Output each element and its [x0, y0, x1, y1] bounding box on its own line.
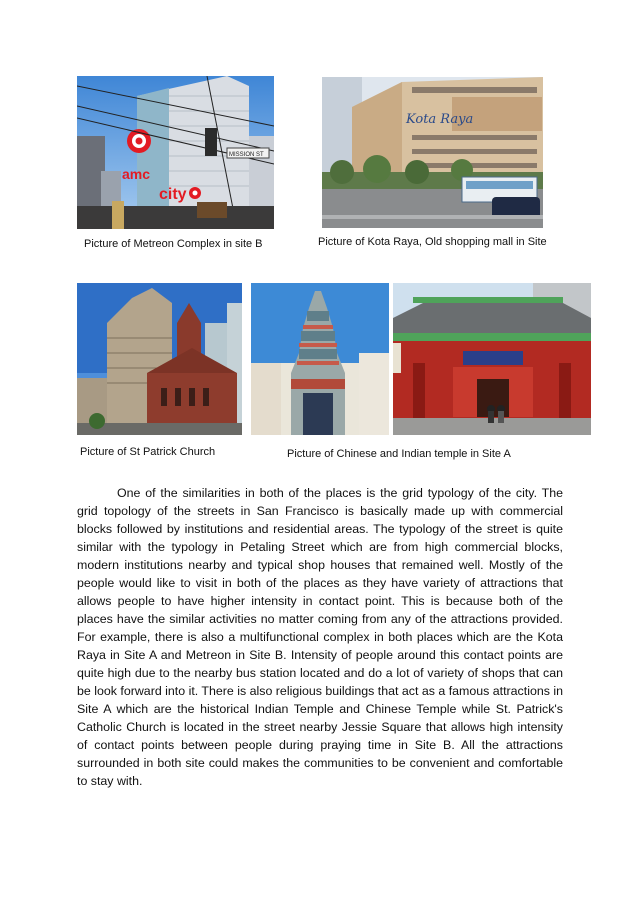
body-paragraph: One of the similarities in both of the places is the grid typology of the city. The grid topology of the streets in San Francisco is basically made up with commercial blocks followed by institutions and residential areas. The typology of the street is quite similar with the typology in Petaling Street which are from high commercial blocks, modern institutions nearby and typical shop houses that remained well. Mostly of the people would like to visit in both of the places as they have variety of attractions that allows people to have higher intensity in contact point. This is because both of the places have the similar activities no matter coming from any of the attractions provided. For example, there is also a multifunctional complex in both places which are the Kota Raya in Site A and Metreon in Site B. Intensity of people around this contact points are quite high due to the nearby bus station located and do a lot of variety of shops that can be look forward into it. There is also religious buildings that act as a famous attractions in Site A which are the historical Indian Temple and Chinese Temple while St. Patrick's Catholic Church is located in the street nearby Jessie Square that allows high intensity of contact points between people during praying time in Site B. All the attractions surrounded in both site could makes the communities to be convenient and comfortable to stay with. — [77, 486, 564, 788]
chinese-temple-photo — [393, 283, 591, 435]
caption-temples: Picture of Chinese and Indian temple in Site A — [287, 448, 511, 460]
caption-st-patrick: Picture of St Patrick Church — [80, 446, 216, 458]
kota-raya-sign: Kota Raya — [406, 112, 474, 127]
caption-kota-raya: Picture of Kota Raya, Old shopping mall in Site — [318, 236, 547, 248]
street-sign: MISSION ST — [229, 152, 264, 158]
amc-sign: amc — [122, 166, 151, 182]
body-text — [77, 484, 563, 790]
st-patrick-photo — [77, 283, 242, 435]
caption-metreon: Picture of Metreon Complex in site B — [84, 238, 263, 250]
metreon-photo — [77, 76, 274, 229]
kota-raya-photo — [322, 77, 543, 228]
city-target-sign: city — [159, 186, 187, 203]
indian-temple-photo — [251, 283, 389, 435]
